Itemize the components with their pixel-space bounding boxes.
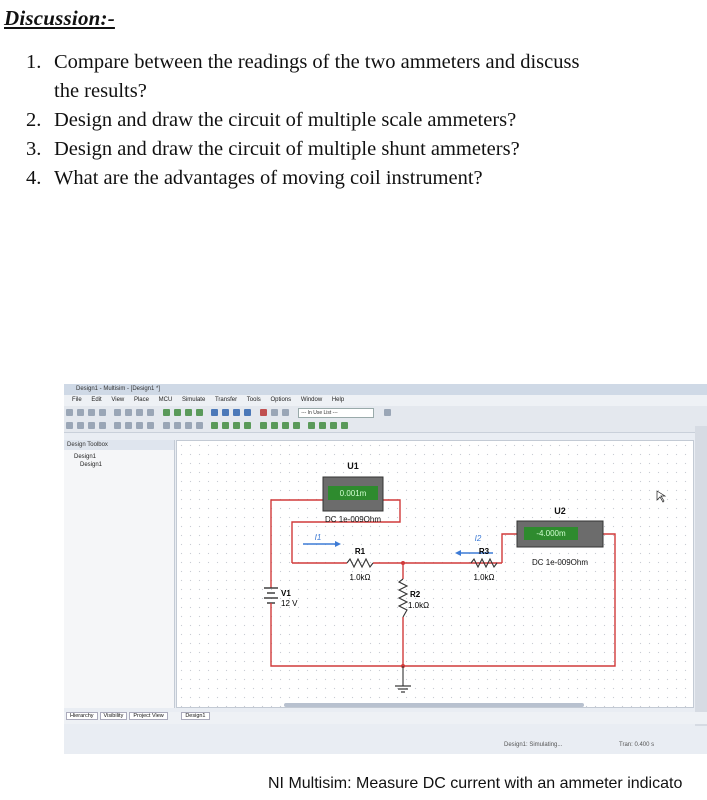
v1-value: 12 V xyxy=(281,599,298,608)
menu-bar xyxy=(64,395,707,406)
r2-value: 1.0kΩ xyxy=(408,601,430,610)
question-number: 4. xyxy=(26,167,42,189)
design-toolbox-panel xyxy=(64,440,175,708)
ttl-icon[interactable] xyxy=(125,422,132,429)
menu-place[interactable]: Place xyxy=(133,397,149,403)
r3-label: R3 xyxy=(478,547,490,556)
zoom-in-icon[interactable] xyxy=(163,409,170,416)
horizontal-scrollbar[interactable] xyxy=(284,703,584,707)
erc-icon[interactable] xyxy=(260,409,267,416)
tab-visibility[interactable]: Visibility xyxy=(100,712,128,720)
resistor-r1[interactable] xyxy=(347,547,373,582)
question-number: 3. xyxy=(26,138,42,160)
menu-mcu[interactable]: MCU xyxy=(158,397,173,403)
undo-icon[interactable] xyxy=(147,409,154,416)
v1-label: V1 xyxy=(281,589,291,598)
resistor-r2[interactable] xyxy=(399,579,429,617)
circuit-schematic xyxy=(177,441,695,709)
cut-icon[interactable] xyxy=(114,409,121,416)
tab-hierarchy[interactable]: Hierarchy xyxy=(66,712,98,720)
u2-reading: -4.000m xyxy=(536,529,566,538)
status-bar xyxy=(64,738,707,754)
function-generator-icon[interactable] xyxy=(244,422,251,429)
backannotate-icon[interactable] xyxy=(282,409,289,416)
transistor-icon[interactable] xyxy=(99,422,106,429)
question-number: 2. xyxy=(26,109,42,131)
probe-icon[interactable] xyxy=(222,422,229,429)
tree-item-sheet[interactable]: Design1 xyxy=(80,462,103,468)
analog-icon[interactable] xyxy=(114,422,121,429)
r2-label: R2 xyxy=(410,590,421,599)
in-use-list-value: --- In Use List --- xyxy=(301,410,338,416)
component-wizard-icon[interactable] xyxy=(244,409,251,416)
open-icon[interactable] xyxy=(77,409,84,416)
menu-options[interactable]: Options xyxy=(270,397,292,403)
wattmeter-icon[interactable] xyxy=(260,422,267,429)
multisim-screenshot xyxy=(64,384,707,754)
ammeter-u2[interactable] xyxy=(517,506,603,567)
distortion-analyzer-icon[interactable] xyxy=(330,422,337,429)
current-arrow-i1 xyxy=(303,533,341,547)
question-text: What are the advantages of moving coil instrument? xyxy=(54,167,483,189)
status-simulating: Design1: Simulating... xyxy=(504,742,563,748)
right-side-toolbar xyxy=(695,426,707,726)
power-icon[interactable] xyxy=(185,422,192,429)
tree-item-root[interactable]: Design1 xyxy=(74,454,97,460)
postprocessor-icon[interactable] xyxy=(222,409,229,416)
question-list xyxy=(26,48,686,193)
menu-help[interactable]: Help xyxy=(331,397,345,403)
question-item xyxy=(26,164,686,193)
resistor-r3[interactable] xyxy=(471,547,497,582)
menu-window[interactable]: Window xyxy=(300,397,323,403)
battery-v1[interactable] xyxy=(264,588,298,608)
logic-converter-icon[interactable] xyxy=(319,422,326,429)
word-generator-icon[interactable] xyxy=(293,422,300,429)
menu-edit[interactable]: Edit xyxy=(91,397,102,403)
r1-value: 1.0kΩ xyxy=(349,573,371,582)
standard-toolbar xyxy=(64,406,707,420)
question-text: Design and draw the circuit of multiple shunt ammeters? xyxy=(54,138,520,160)
mouse-cursor-icon xyxy=(657,491,665,502)
save-icon[interactable] xyxy=(88,409,95,416)
u2-label: U2 xyxy=(554,506,566,516)
ground-symbol xyxy=(395,666,411,692)
i2-label: I2 xyxy=(474,534,482,543)
r1-label: R1 xyxy=(354,547,366,556)
question-text xyxy=(54,48,686,106)
menu-transfer[interactable]: Transfer xyxy=(214,397,238,403)
question-text: Design and draw the circuit of multiple scale ammeters? xyxy=(54,109,517,131)
cmos-icon[interactable] xyxy=(136,422,143,429)
copy-icon[interactable] xyxy=(125,409,132,416)
print-icon[interactable] xyxy=(99,409,106,416)
misc-icon[interactable] xyxy=(196,422,203,429)
question-line: the results? xyxy=(54,80,147,102)
question-item xyxy=(26,135,686,164)
paste-icon[interactable] xyxy=(136,409,143,416)
new-icon[interactable] xyxy=(66,409,73,416)
tab-design-sheet[interactable]: Design1 xyxy=(181,712,209,720)
menu-simulate[interactable]: Simulate xyxy=(181,397,206,403)
u1-reading: 0.001m xyxy=(339,489,367,498)
zoom-out-icon[interactable] xyxy=(174,409,181,416)
transfer-icon[interactable] xyxy=(271,409,278,416)
status-transient-time: Tran: 0.400 s xyxy=(619,742,655,748)
question-line: Compare between the readings of the two ammeters and discuss xyxy=(54,51,580,73)
u1-spec: DC 1e-009Ohm xyxy=(324,515,382,524)
misc-digital-icon[interactable] xyxy=(147,422,154,429)
database-icon[interactable] xyxy=(233,409,240,416)
in-use-list-select[interactable] xyxy=(298,408,374,418)
image-caption: NI Multisim: Measure DC current with an ammeter indicato xyxy=(268,775,683,792)
wire-u2-return xyxy=(271,534,615,666)
source-icon[interactable] xyxy=(66,422,73,429)
menu-tools[interactable]: Tools xyxy=(246,397,261,403)
junction-dot xyxy=(401,561,405,565)
schematic-workspace[interactable] xyxy=(176,440,694,708)
question-item xyxy=(26,106,686,135)
u1-label: U1 xyxy=(347,461,359,471)
discussion-heading: Discussion:- xyxy=(4,6,115,30)
menu-view[interactable]: View xyxy=(111,397,125,403)
oscilloscope-icon[interactable] xyxy=(271,422,278,429)
spectrum-analyzer-icon[interactable] xyxy=(341,422,348,429)
zoom-area-icon[interactable] xyxy=(185,409,192,416)
question-number: 1. xyxy=(26,51,42,73)
ammeter-u1[interactable] xyxy=(323,461,383,524)
zoom-fit-icon[interactable] xyxy=(196,409,203,416)
app-title-bar: Design1 - Multisim - [Design1 *] xyxy=(64,384,707,395)
toolbox-title: Design Toolbox xyxy=(64,440,174,450)
u2-spec: DC 1e-009Ohm xyxy=(531,558,589,567)
logic-analyzer-icon[interactable] xyxy=(308,422,315,429)
panel-tabs xyxy=(64,712,707,724)
tab-project-view[interactable]: Project View xyxy=(129,712,167,720)
bode-plotter-icon[interactable] xyxy=(282,422,289,429)
help-icon[interactable] xyxy=(384,409,391,416)
basic-icon[interactable] xyxy=(77,422,84,429)
diode-icon[interactable] xyxy=(88,422,95,429)
indicator-icon[interactable] xyxy=(174,422,181,429)
multimeter-icon[interactable] xyxy=(233,422,240,429)
i1-label: I1 xyxy=(314,533,322,542)
r3-value: 1.0kΩ xyxy=(473,573,495,582)
question-item xyxy=(26,48,686,106)
mixed-icon[interactable] xyxy=(163,422,170,429)
grapher-icon[interactable] xyxy=(211,409,218,416)
components-toolbar xyxy=(64,419,707,433)
menu-file[interactable]: File xyxy=(72,397,82,403)
instrument-icon[interactable] xyxy=(211,422,218,429)
